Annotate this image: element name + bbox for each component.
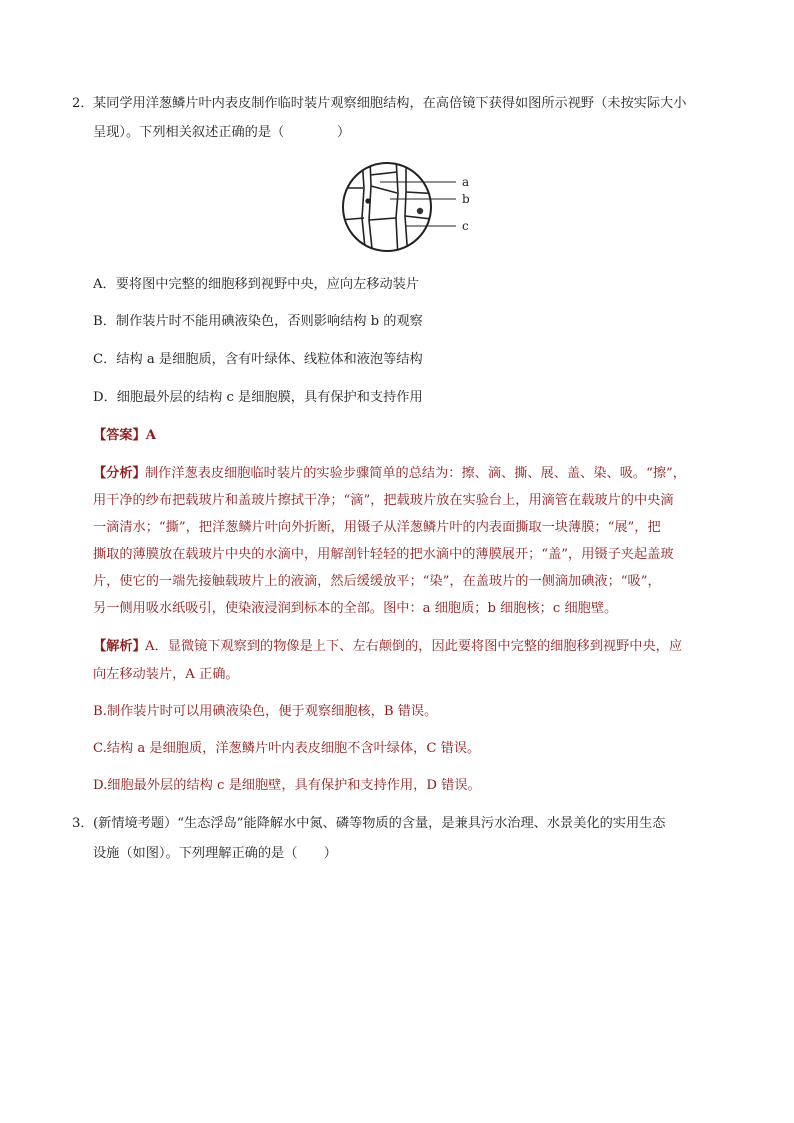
explain-line: A．显微镜下观察到的物像是上下、左右颠倒的，因此要将图中完整的细胞移到视野中央，应 xyxy=(145,639,683,654)
answer-label: 【答案】 xyxy=(93,428,146,443)
option-c: C．结构 a 是细胞质，含有叶绿体、线粒体和液泡等结构 xyxy=(93,352,423,367)
nucleus-dot xyxy=(417,208,423,214)
explain-line: C.结构 a 是细胞质，洋葱鳞片叶内表皮细胞不含叶绿体，C 错误。 xyxy=(93,741,481,756)
analysis-line: 制作洋葱表皮细胞临时装片的实验步骤简单的总结为：擦、滴、撕、展、盖、染、吸。“擦”， xyxy=(145,466,686,481)
analysis-line: 撕取的薄膜放在载玻片中央的水滴中，用解剖针轻轻的把水滴中的薄膜展开；“盖”，用镊子夹起盖玻 xyxy=(93,547,674,562)
label-b: b xyxy=(462,192,470,206)
answer-line xyxy=(93,427,156,445)
q3-stem-line1: (新情境考题）“生态浮岛”能降解水中氮、磷等物质的含量，是兼具污水治理、水景美化的实用生态 xyxy=(93,816,666,831)
answer-value: A xyxy=(145,428,156,443)
q3-number: 3． xyxy=(72,816,94,831)
option-d: D．细胞最外层的结构 c 是细胞膜，具有保护和支持作用 xyxy=(93,390,423,405)
label-a: a xyxy=(462,175,470,189)
q2-number: 2． xyxy=(72,96,94,111)
analysis-line: 另一侧用吸水纸吸引，使染液浸润到标本的全部。图中：a 细胞质；b 细胞核；c 细胞壁。 xyxy=(93,601,618,616)
q3-stem-line2: 设施（如图）。下列理解正确的是（ ） xyxy=(93,846,337,861)
analysis-label: 【分析】 xyxy=(93,466,146,481)
q2-stem-line1: 某同学用洋葱鳞片叶内表皮制作临时装片观察细胞结构，在高倍镜下获得如图所示视野（未按实际大小 xyxy=(93,96,687,111)
explain-line: B.制作装片时可以用碘液染色，便于观察细胞核，B 错误。 xyxy=(93,704,438,719)
analysis-line: 用干净的纱布把载玻片和盖玻片擦拭干净；“滴”，把载玻片放在实验台上，用滴管在载玻片的中央滴 xyxy=(93,493,674,508)
cell-view-figure xyxy=(340,158,480,258)
option-b: B．制作装片时不能用碘液染色，否则影响结构 b 的观察 xyxy=(93,314,423,329)
option-a: A．要将图中完整的细胞移到视野中央，应向左移动装片 xyxy=(93,277,420,292)
analysis-line: 一滴清水；“撕”，把洋葱鳞片叶向外折断，用镊子从洋葱鳞片叶的内表面撕取一块薄膜；“展”，把 xyxy=(93,520,661,535)
analysis-line: 片，使它的一端先接触载玻片上的液滴，然后缓缓放平；“染”，在盖玻片的一侧滴加碘液；“吸”， xyxy=(93,574,661,589)
nucleus-dot xyxy=(365,198,370,203)
explain-line: D.细胞最外层的结构 c 是细胞壁，具有保护和支持作用，D 错误。 xyxy=(93,778,481,793)
explain-line: 向左移动装片，A 正确。 xyxy=(93,667,239,682)
explain-label: 【解析】 xyxy=(93,639,146,654)
q2-stem-line2: 呈现）。下列相关叙述正确的是（ ） xyxy=(93,125,351,140)
label-c: c xyxy=(462,219,469,233)
